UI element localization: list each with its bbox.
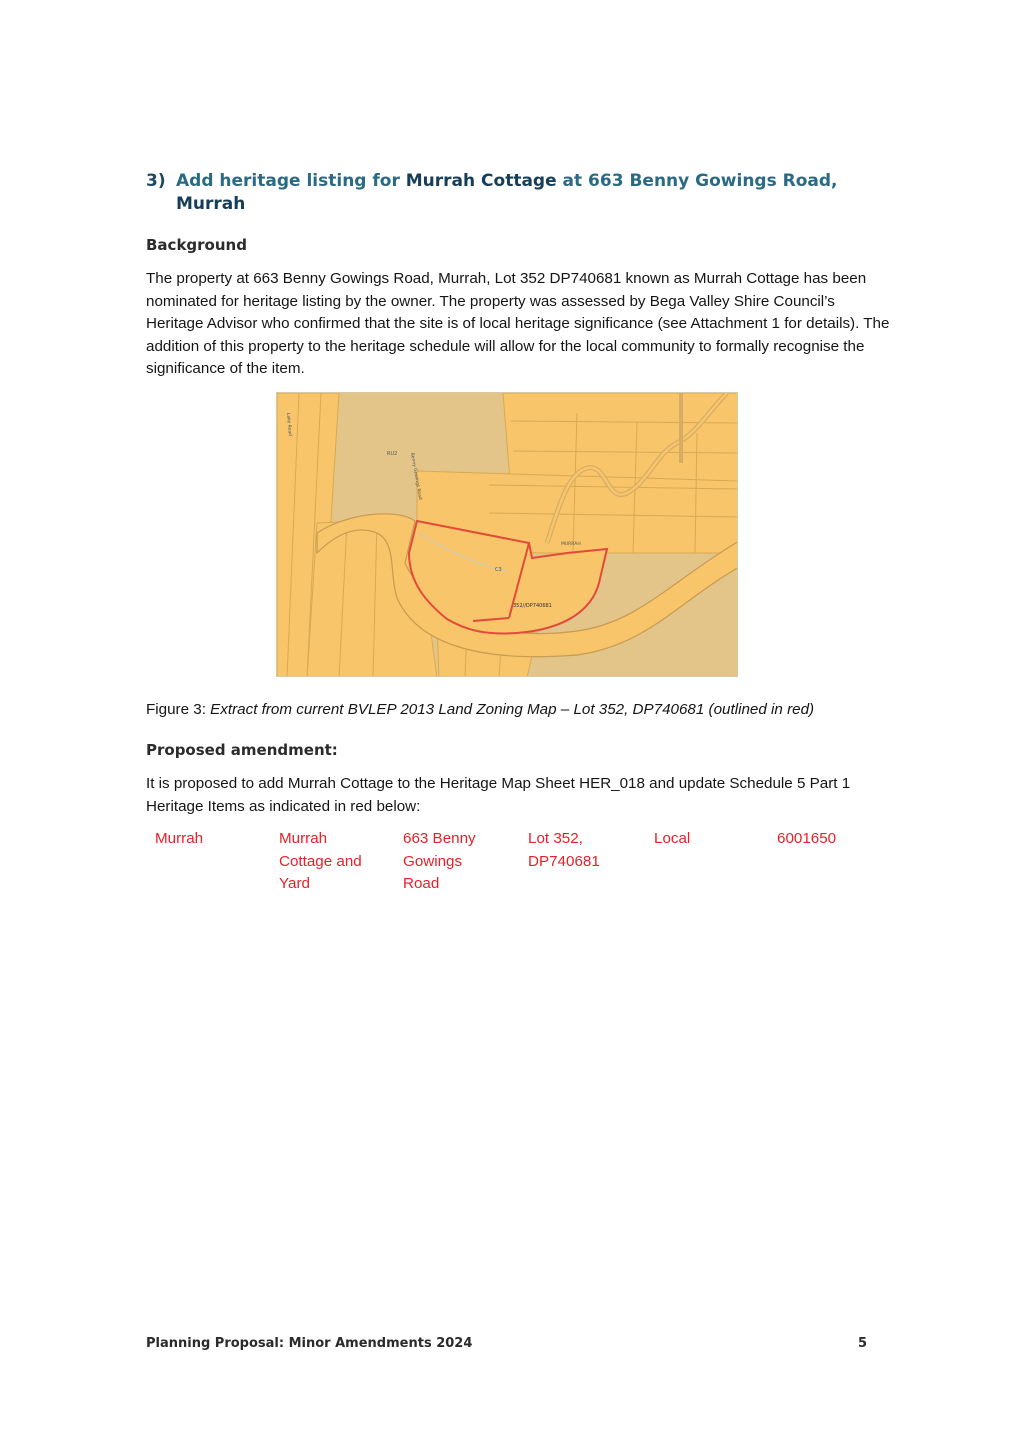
zoning-map	[276, 392, 738, 677]
figure-prefix: Figure 3:	[146, 701, 211, 718]
page-number: 5	[858, 1336, 868, 1351]
heritage-item-number: 6001650	[777, 830, 837, 847]
map-zone-label: C3	[495, 567, 502, 573]
heritage-item-row	[0, 828, 1012, 898]
section-title-line2: Murrah	[176, 194, 246, 214]
background-paragraph: The property at 663 Benny Gowings Road, Murrah, Lot 352 DP740681 known as Murrah Cottage has been nominated for heritage listing by the owner. The property was assessed by Bega Valley Shire Council’s Heritage Advisor who confirmed that the site is of local heritage significance (see Attachment 1 for details). The addition of this property to the heritage schedule will allow for the local community to formally recognise the significance of the item.	[146, 270, 890, 378]
section-title-part1: Add heritage listing for	[176, 171, 406, 191]
section-number: 3)	[146, 171, 166, 191]
figure-caption	[146, 701, 906, 718]
heritage-significance: Local	[654, 830, 691, 847]
section-heading	[146, 170, 866, 216]
map-lot-label: 352//DP740681	[513, 603, 552, 609]
figure-caption-text: Extract from current BVLEP 2013 Land Zoning Map – Lot 352, DP740681 (outlined in red)	[210, 701, 815, 718]
heritage-suburb: Murrah	[155, 830, 204, 847]
heritage-item-name: Murrah Cottage and Yard	[279, 830, 362, 893]
zoning-map-graphic	[277, 393, 738, 677]
footer-title: Planning Proposal: Minor Amendments 2024	[146, 1336, 473, 1351]
map-road-label: Lake Road	[285, 412, 293, 437]
heritage-address: 663 Benny Gowings Road	[403, 830, 476, 893]
heritage-property: Lot 352, DP740681	[528, 830, 600, 870]
amendment-paragraph: It is proposed to add Murrah Cottage to the Heritage Map Sheet HER_018 and update Schedule 5 Part 1 Heritage Items as indicated in red below:	[146, 775, 851, 815]
section-title-part3: at 663 Benny Gowings Road,	[556, 171, 838, 191]
amendment-heading: Proposed amendment:	[146, 741, 338, 759]
background-heading: Background	[146, 236, 247, 254]
map-zone-label: RU2	[387, 451, 398, 457]
section-title-part2: Murrah Cottage	[405, 171, 557, 191]
map-road-label: Benny Gowings Road	[409, 452, 423, 501]
map-river-label: MURRAH	[561, 542, 581, 547]
